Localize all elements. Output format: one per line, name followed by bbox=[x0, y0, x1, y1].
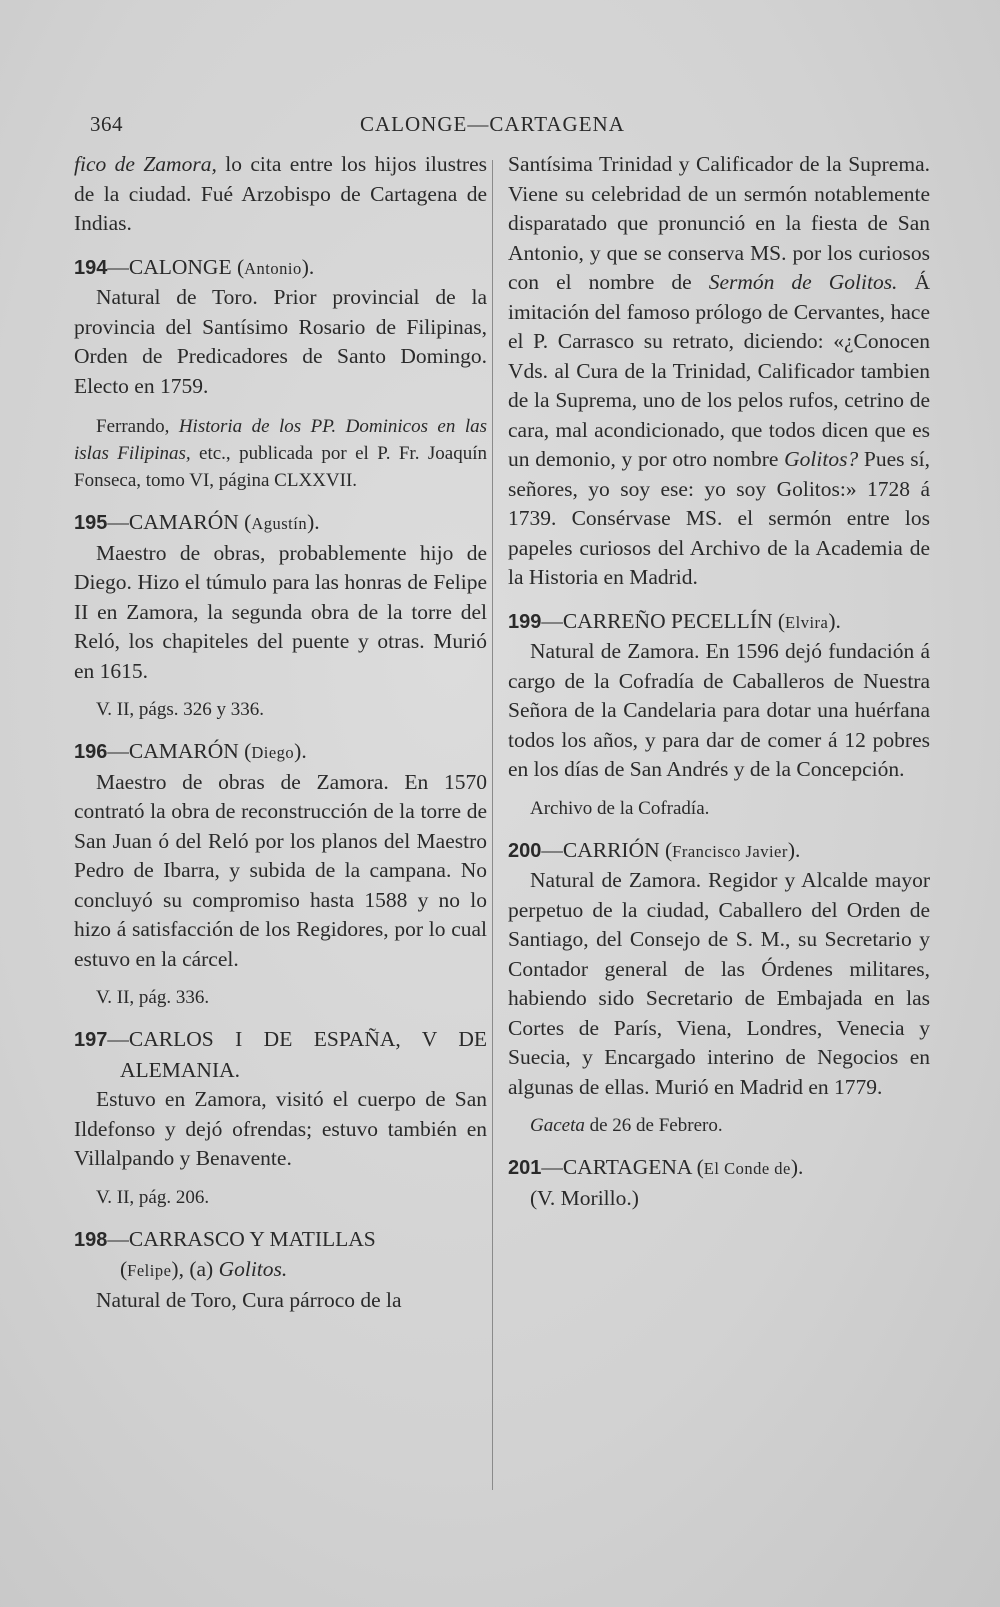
entry-name: —CALONGE ( bbox=[107, 254, 245, 279]
entry-number: 200 bbox=[508, 839, 542, 862]
entry-201 bbox=[508, 1153, 930, 1213]
page-number: 364 bbox=[90, 112, 123, 136]
entry-name: —CARRASCO Y MATILLAS bbox=[107, 1226, 376, 1251]
entry-number: 195 bbox=[74, 512, 108, 534]
entry-name: —CARREÑO PECELLÍN ( bbox=[541, 608, 786, 633]
entry-name: —CARRIÓN ( bbox=[541, 837, 673, 862]
entry-heading bbox=[74, 508, 487, 539]
italic-text: Gaceta bbox=[530, 1115, 585, 1136]
entry-source: Archivo de la Cofradía. bbox=[530, 797, 710, 819]
text: Á imitación del famoso prólogo de Cervantes, hace el P. Carrasco su retrato, diciendo: «¿Conocen Vds. al Cura de la Trinidad, Calificador tambien de la Suprema, uno de los pelos rufos, cetrino de cara, mal acondicionado, que todos dicen que es un demonio, y por otro nombre bbox=[508, 270, 931, 471]
continuation-text bbox=[508, 150, 930, 593]
entry-heading bbox=[74, 737, 487, 768]
text: de 26 de Febrero. bbox=[584, 1115, 723, 1136]
text: ( bbox=[120, 1257, 128, 1281]
entry-given-name: Francisco Javier bbox=[672, 841, 788, 861]
entry-body: Natural de Zamora. Regidor y Alcalde mayor perpetuo de la ciudad, Caballero del Orden de Santiago, del Consejo de S. M., su Secretario y Contador general de las Órdenes militares, habiendo sido Secretario de Embajada en las Cortes de París, Viena, Londres, Venecia y Suecia, y Encargado interino de Negocios en algunas de ellas. Murió en Madrid en 1779. bbox=[508, 868, 930, 1099]
entry-given-name: El Conde de bbox=[703, 1159, 791, 1178]
italic-text: Golitos? bbox=[784, 447, 859, 471]
entry-body: Estuvo en Zamora, visitó el cuerpo de San Ildefonso y dejó ofrendas; estuvo también en Villalpando y Benavente. bbox=[74, 1087, 487, 1170]
italic-text: Sermón de Golitos. bbox=[708, 270, 898, 294]
entry-number: 201 bbox=[508, 1157, 542, 1179]
text: Santísima Trinidad y Calificador de la Suprema. Viene su celebridad de un sermón notablemente disparatado que pronunció en la fiesta de San Antonio, y que se conserva MS. por los curiosos con el nombre de bbox=[508, 152, 930, 294]
entry-number: 199 bbox=[508, 610, 542, 633]
entry-source: V. II, pág. 206. bbox=[96, 1186, 210, 1208]
entry-body: Natural de Toro, Cura párroco de la bbox=[96, 1287, 402, 1312]
entry-199 bbox=[508, 607, 930, 822]
entry-given-name: Felipe bbox=[127, 1261, 172, 1280]
entry-source bbox=[508, 1112, 930, 1139]
entry-given-name: Antonio bbox=[244, 258, 302, 278]
entry-198 bbox=[74, 1225, 487, 1316]
entry-heading bbox=[74, 253, 487, 284]
text: ). bbox=[307, 510, 320, 534]
entry-name: —CAMARÓN ( bbox=[107, 739, 252, 763]
continuation-text bbox=[74, 150, 487, 239]
entry-reference: (V. Morillo.) bbox=[530, 1185, 639, 1210]
entry-source bbox=[74, 413, 487, 494]
entry-heading bbox=[508, 836, 930, 867]
text: Ferrando, bbox=[96, 416, 179, 437]
entry-heading bbox=[74, 1025, 487, 1085]
entry-196 bbox=[74, 737, 487, 1011]
entry-source: V. II, pág. 336. bbox=[96, 987, 210, 1008]
entry-name: —CARTAGENA ( bbox=[541, 1155, 704, 1179]
entry-heading bbox=[74, 1225, 487, 1256]
text: ), (a) bbox=[171, 1257, 219, 1281]
entry-alias: Golitos. bbox=[218, 1257, 288, 1281]
right-column bbox=[508, 150, 930, 1213]
entry-200 bbox=[508, 836, 930, 1140]
text: ). bbox=[294, 739, 307, 763]
entry-source: V. II, págs. 326 y 336. bbox=[96, 699, 265, 720]
entry-body: Natural de Zamora. En 1596 dejó fundación á cargo de la Cofradía de Caballeros de Nuestra Señora de la Candelaria para dotar una huérfana todos los años, y para dar de comer á 12 pobres en los días de San Andrés y de la Concepción. bbox=[508, 639, 930, 781]
running-title: CALONGE—CARTAGENA bbox=[360, 112, 625, 136]
entry-number: 198 bbox=[74, 1228, 108, 1251]
entry-heading bbox=[508, 607, 930, 638]
italic-text: fico de Zamora, bbox=[74, 152, 217, 176]
entry-number: 197 bbox=[74, 1029, 108, 1051]
entry-197 bbox=[74, 1025, 487, 1211]
column-divider bbox=[492, 160, 493, 1490]
entry-given-name: Diego bbox=[251, 743, 295, 762]
text: ). bbox=[828, 608, 841, 633]
entry-number: 196 bbox=[74, 741, 108, 763]
left-column bbox=[74, 150, 487, 1315]
text: etc., publicada por el P. Fr. Joaquín Fonseca, tomo VI, página CLXXVII. bbox=[74, 443, 487, 491]
entry-heading bbox=[508, 1153, 930, 1184]
entry-195 bbox=[74, 508, 487, 723]
entry-given-name: Agustín bbox=[251, 514, 308, 533]
entry-body: Maestro de obras de Zamora. En 1570 contrató la obra de reconstrucción de la torre de San Juan ó del Reló por los planos del Maestro Pedro de Ibarra, y subida de la campana. No concluyó su compromiso hasta 1588 y no lo hizo á satisfacción de los Regidores, por lo cual estuvo en la cárcel. bbox=[74, 769, 487, 971]
text: lo cita entre los hijos ilustres de la ciudad. Fué Arzobispo de Cartagena de Indias. bbox=[74, 152, 487, 235]
text: ). bbox=[301, 254, 315, 279]
text: ). bbox=[790, 1155, 804, 1179]
entry-name: —CAMARÓN ( bbox=[107, 510, 252, 534]
entry-194 bbox=[74, 253, 487, 495]
text: Pues sí, señores, yo soy ese: yo soy Golitos:» 1728 á 1739. Consérvase MS. el sermón entre los papeles curiosos del Archivo de la Academia de la Historia en Madrid. bbox=[508, 447, 930, 589]
entry-given-name: Elvira bbox=[785, 612, 829, 632]
entry-body: Natural de Toro. Prior provincial de la provincia del Santísimo Rosario de Filipinas, Orden de Predicadores de Santo Domingo. Electo en 1759. bbox=[74, 285, 487, 398]
entry-number: 194 bbox=[74, 256, 108, 279]
entry-body: Maestro de obras, probablemente hijo de Diego. Hizo el túmulo para las honras de Felipe II en Zamora, la segunda obra de la torre del Reló, los chapiteles del puente y otras. Murió en 1615. bbox=[74, 540, 487, 683]
italic-text: Historia de los PP. Dominicos en las islas Filipinas, bbox=[74, 416, 487, 464]
text: ). bbox=[787, 837, 801, 862]
entry-name: —CARLOS I DE ESPAÑA, V DE ALEMANIA. bbox=[107, 1027, 487, 1082]
entry-heading-cont bbox=[74, 1255, 487, 1286]
